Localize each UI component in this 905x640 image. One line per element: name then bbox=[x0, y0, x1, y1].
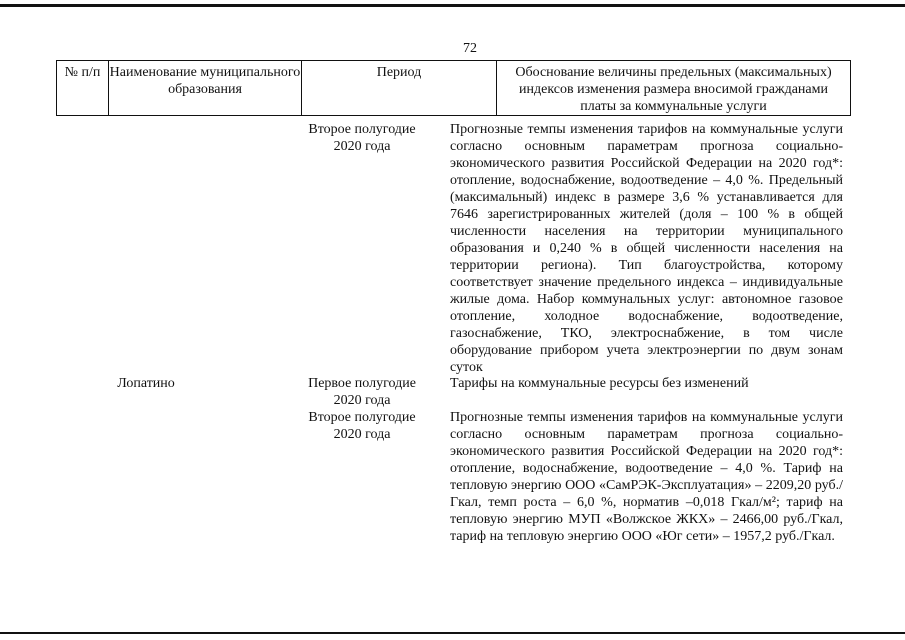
row-period: Второе полугодие 2020 года bbox=[308, 410, 416, 442]
row-basis: Тарифы на коммунальные ресурсы без изменений bbox=[450, 376, 749, 391]
header-basis: Обоснование величины предельных (максимальных) индексов изменения размера вносимой гражданами платы за коммунальные услуги bbox=[515, 65, 832, 114]
table-header bbox=[56, 60, 851, 116]
row-period: Первое полугодие 2020 года bbox=[308, 376, 416, 408]
top-rule bbox=[0, 4, 905, 7]
header-municipality: Наименование муниципального образования bbox=[109, 61, 302, 115]
header-period: Период bbox=[302, 61, 497, 115]
row-basis: Прогнозные темпы изменения тарифов на коммунальные услуги согласно основным параметрам прогноза социально-экономического развития Российской Федерации на 2020 год*: отопление, водоснабжение, водоотведение – 4,0 %. Предельный (максимальный) индекс в размере 3,6 % устанавливается для 7646 зарегистрированных жителей (доля – 100 % в общей численности населения на территории муниципального образования и 0,240 % в общей численности населения на территории региона). Тип благоустройства, которому соответствует значение предельного индекса – индивидуальные жилые дома. Набор коммунальных услуг: автономное газовое отопление, холодное водоснабжение, водоотведение, газоснабжение, ТКО, электроснабжение, в том числе оборудование прибором учета электроэнергии по двум зонам суток bbox=[450, 122, 843, 375]
row-municipality: Лопатино bbox=[117, 376, 175, 391]
row-period: Второе полугодие 2020 года bbox=[308, 122, 416, 154]
bottom-rule bbox=[0, 632, 905, 634]
header-number: № п/п bbox=[57, 61, 109, 115]
page-number: 72 bbox=[463, 41, 477, 56]
row-basis: Прогнозные темпы изменения тарифов на коммунальные услуги согласно основным параметрам прогноза социально-экономического развития Российской Федерации на 2020 год*: отопление, водоснабжение, водоотведение – 4,0 %. Тариф на тепловую энергию ООО «СамРЭК-Эксплуатация» – 2209,20 руб./Гкал, темп роста – 6,0 %, норматив –0,018 Гкал/м²; тариф на тепловую энергию МУП «Волжское ЖКХ» – 2466,00 руб./Гкал, тариф на тепловую энергию ООО «Юг сети» – 1957,2 руб./Гкал. bbox=[450, 410, 843, 544]
